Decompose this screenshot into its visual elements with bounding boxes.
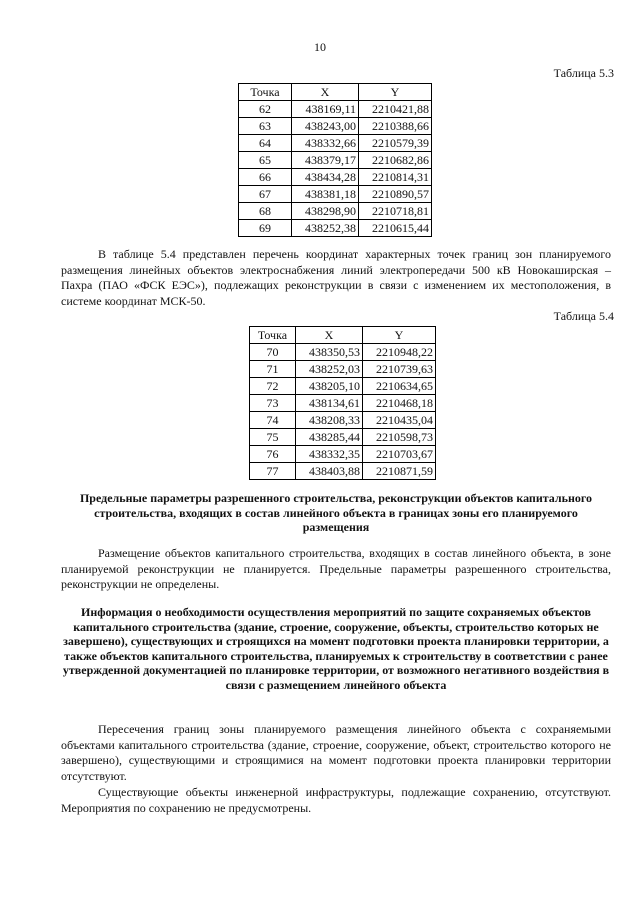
cell-y: 2210598,73 bbox=[363, 429, 436, 446]
paragraph-infrastructure: Существующие объекты инженерной инфраструктуры, подлежащие сохранению, отсутствуют. Мероприятия по сохранению не предусмотрены. bbox=[61, 785, 611, 815]
cell-x: 438403,88 bbox=[296, 463, 363, 480]
cell-y: 2210948,22 bbox=[363, 344, 436, 361]
header-point: Точка bbox=[250, 327, 296, 344]
header-x: X bbox=[292, 84, 359, 101]
cell-y: 2210703,67 bbox=[363, 446, 436, 463]
section-heading-construction-parameters: Предельные параметры разрешенного строительства, реконструкции объектов капитального строительства, входящих в состав линейного объекта в границах зоны его планируемого размещения bbox=[79, 491, 593, 535]
paragraph-intersections: Пересечения границ зоны планируемого размещения линейного объекта с сохраняемыми объектами капитального строительства (здание, строение, сооружение, объект, строительство которого не завершено), существующими и строящимися на момент подготовки проекта планировки территории отсутствуют. bbox=[61, 722, 611, 783]
cell-x: 438285,44 bbox=[296, 429, 363, 446]
cell-x: 438252,38 bbox=[292, 220, 359, 237]
cell-point: 74 bbox=[250, 412, 296, 429]
cell-point: 67 bbox=[239, 186, 292, 203]
cell-y: 2210615,44 bbox=[359, 220, 432, 237]
cell-x: 438332,66 bbox=[292, 135, 359, 152]
page-number: 10 bbox=[314, 40, 326, 54]
cell-x: 438205,10 bbox=[296, 378, 363, 395]
header-y: Y bbox=[359, 84, 432, 101]
cell-y: 2210890,57 bbox=[359, 186, 432, 203]
cell-y: 2210421,88 bbox=[359, 101, 432, 118]
cell-y: 2210871,59 bbox=[363, 463, 436, 480]
cell-x: 438350,53 bbox=[296, 344, 363, 361]
cell-point: 71 bbox=[250, 361, 296, 378]
table-row bbox=[250, 344, 436, 361]
table-header-row bbox=[239, 84, 432, 101]
cell-y: 2210634,65 bbox=[363, 378, 436, 395]
table-row bbox=[250, 361, 436, 378]
cell-point: 70 bbox=[250, 344, 296, 361]
cell-x: 438252,03 bbox=[296, 361, 363, 378]
cell-x: 438169,11 bbox=[292, 101, 359, 118]
cell-x: 438208,33 bbox=[296, 412, 363, 429]
cell-x: 438243,00 bbox=[292, 118, 359, 135]
cell-x: 438434,28 bbox=[292, 169, 359, 186]
cell-y: 2210435,04 bbox=[363, 412, 436, 429]
cell-point: 77 bbox=[250, 463, 296, 480]
table-row bbox=[239, 101, 432, 118]
cell-point: 64 bbox=[239, 135, 292, 152]
cell-y: 2210579,39 bbox=[359, 135, 432, 152]
table-row bbox=[250, 429, 436, 446]
cell-point: 76 bbox=[250, 446, 296, 463]
table-header-row bbox=[250, 327, 436, 344]
table-row bbox=[250, 412, 436, 429]
table-row bbox=[239, 152, 432, 169]
table-row bbox=[239, 169, 432, 186]
cell-y: 2210682,86 bbox=[359, 152, 432, 169]
table-row bbox=[250, 378, 436, 395]
cell-y: 2210718,81 bbox=[359, 203, 432, 220]
cell-y: 2210814,31 bbox=[359, 169, 432, 186]
cell-x: 438379,17 bbox=[292, 152, 359, 169]
cell-point: 72 bbox=[250, 378, 296, 395]
cell-point: 73 bbox=[250, 395, 296, 412]
header-point: Точка bbox=[239, 84, 292, 101]
table-row bbox=[239, 186, 432, 203]
cell-x: 438332,35 bbox=[296, 446, 363, 463]
cell-point: 65 bbox=[239, 152, 292, 169]
cell-point: 63 bbox=[239, 118, 292, 135]
section-heading-protection-measures: Информация о необходимости осуществления мероприятий по защите сохраняемых объектов капитального строительства (здание, строение, сооружение, объекты, строительство которых не завершено), существующих и строящихся на момент подготовки проекта планировки территории, а также объектов капитального строительства, планируемых к строительству в соответствии с ранее утвержденной документацией по планировке территории, от возможного негативного воздействия в связи с размещением линейного объекта bbox=[62, 605, 610, 692]
table-5-4-caption: Таблица 5.4 bbox=[553, 309, 614, 323]
table-5-3-caption: Таблица 5.3 bbox=[553, 66, 614, 80]
paragraph-construction-parameters: Размещение объектов капитального строительства, входящих в состав линейного объекта, в зоне планируемой реконструкции не планируется. Предельные параметры разрешенного строительства, реконструкции не определены. bbox=[61, 546, 611, 592]
cell-x: 438134,61 bbox=[296, 395, 363, 412]
cell-point: 69 bbox=[239, 220, 292, 237]
cell-point: 68 bbox=[239, 203, 292, 220]
cell-point: 66 bbox=[239, 169, 292, 186]
cell-point: 62 bbox=[239, 101, 292, 118]
header-y: Y bbox=[363, 327, 436, 344]
coordinates-table-5-4 bbox=[249, 326, 436, 480]
table-row bbox=[250, 395, 436, 412]
cell-x: 438381,18 bbox=[292, 186, 359, 203]
coordinates-table-5-3 bbox=[238, 83, 432, 237]
paragraph-table-5-4-intro: В таблице 5.4 представлен перечень координат характерных точек границ зон планируемого размещения линейных объектов электроснабжения линий электропередачи 500 кВ Новокаширская – Пахра (ПАО «ФСК ЕЭС»), подлежащих реконструкции в связи с изменением их местоположения, в системе координат МСК-50. bbox=[61, 247, 611, 308]
cell-y: 2210388,66 bbox=[359, 118, 432, 135]
cell-x: 438298,90 bbox=[292, 203, 359, 220]
table-row bbox=[239, 135, 432, 152]
header-x: X bbox=[296, 327, 363, 344]
cell-y: 2210739,63 bbox=[363, 361, 436, 378]
table-row bbox=[250, 446, 436, 463]
table-row bbox=[239, 220, 432, 237]
cell-point: 75 bbox=[250, 429, 296, 446]
table-row bbox=[239, 203, 432, 220]
cell-y: 2210468,18 bbox=[363, 395, 436, 412]
table-row bbox=[250, 463, 436, 480]
table-row bbox=[239, 118, 432, 135]
